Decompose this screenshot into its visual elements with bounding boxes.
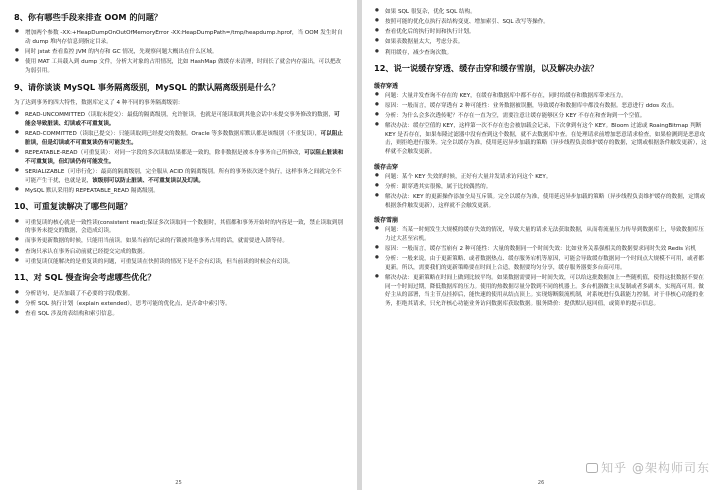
question-9-intro: 为了达到事务的四大特性，数据库定义了 4 种不同的事务隔离级别： <box>14 99 184 106</box>
list-item: ● 分析：跟穿透其实很像，属于比较偶然的。 <box>374 183 708 192</box>
list-item: ● 查看优化后的执行时间和执行计划。 <box>374 28 708 37</box>
item-text: READ-UNCOMMITTED（读取未提交）：最低的隔离级别，允许脏读，也就是可能读取到其他会话中未提交事务修改的数据， <box>25 112 334 119</box>
cache-penetration-list <box>374 92 708 157</box>
list-item: ● 原因：一般而言，缓存穿透有 2 种可能性：业务数据被误删，导致缓存和数据库中都没有数据。恶意进行 ddos 攻击。 <box>374 102 708 111</box>
list-item: ● 查看 SQL 涉及的表结构和索引信息。 <box>14 310 345 319</box>
item-text: MySQL 默认采用的 REPEATABLE_READ 隔离级别。 <box>25 187 159 194</box>
question-8-list <box>14 29 345 75</box>
question-11-list <box>14 290 345 319</box>
list-item: ● 按照可能的优化点执行表结构变更、增加索引、SQL 改写等操作。 <box>374 18 708 27</box>
question-11-continued-list <box>374 8 708 57</box>
list-item: ● 问题：某个 KEY 失效的时候，正好有大量并发请求访问这个 KEY。 <box>374 173 708 182</box>
list-item: ● 查询只承认在事务启动前就已经提交完成的数据。 <box>14 248 345 257</box>
question-11-title: 11、对 SQL 慢查询会考虑哪些优化？ <box>14 272 156 283</box>
cache-avalanche-list <box>374 226 708 308</box>
list-item: ● 分析 SQL 执行计划（explain extended），思考可能的优化点，是否命中索引等。 <box>14 300 345 309</box>
page-number: 25 <box>175 480 182 486</box>
list-item: ● 分析语句，是否加载了不必要的字段/数据。 <box>14 290 345 299</box>
item-text: SERIALIZABLE（可串行化）：最高的隔离级别，完全服从 ACID 的隔离级别。所有的事务依次逐个执行，这样事务之间就完全不可能产生干扰，也就是说， <box>25 168 342 184</box>
list-item: ● 问题：大量并发查询不存在的 KEY，在缓存和数据库中都不存在，同时给缓存和数据库带来压力。 <box>374 92 708 101</box>
watermark <box>586 459 710 476</box>
section-heading: 缓存穿透 <box>374 82 399 90</box>
left-page <box>0 0 357 490</box>
zhihu-logo-icon <box>586 463 598 473</box>
list-item: ● 分析：为什么会多次透传呢？不存在一直为空，需要注意让缓存能够区分 KEY 不存在和查询到一个空值。 <box>374 112 708 121</box>
list-item: ● 可重复读的核心就是一致性读(consistent read);保证多次读取同一个数据时，其值都和事务开始时的内容是一致，禁止读取到别的事务未提交的数据，会造成幻读。 <box>14 219 345 236</box>
list-item: ● 使用 MAT 工具载入到 dump 文件，分析大对象的占用情况，比如 HashMap 做缓存未清理，时间长了就会内存溢出，可以把改为弱引用。 <box>14 58 345 75</box>
question-8-title: 8、你有哪些手段来排查 OOM 的问题？ <box>14 12 163 22</box>
list-item: ● 解决办法：更新策略在时间上做到比较平均。如果数据需要同一时间失效，可以给这批数据加上一些随机值，使得这批数据不要在同一个时间过期，降低数据库的压力。使用的热数据尽量分散到不同的机器上。多台机器做主从复制或者多副本，实现高可用。做好主从的部署，当主节点挂掉后，能快速的使用从结点顶上。实现熔断限流机制，对系统进行负载能力控制。对于非核心功能的业务，拒绝其请求，只允许核心功能业务访问数据库获取数据。服务降价：提供默认返回值，或简单的提示信息。 <box>374 274 708 309</box>
question-12-title: 12、说一说缓存穿透、缓存击穿和缓存雪崩，以及解决办法？ <box>374 63 599 74</box>
list-item: ● 利用缓存，减少查询次数。 <box>374 49 708 58</box>
list-item <box>14 168 345 185</box>
list-item: ● 如果 SQL 很复杂，优化 SQL 结构。 <box>374 8 708 17</box>
watermark-text: 知乎 @架构师司东 <box>601 461 710 475</box>
list-item: ● 如果表数据量太大，考虑分表。 <box>374 38 708 47</box>
item-emphasis: 可以阻止脏读，但是幻读或不可重复读仍有可能发生。 <box>25 131 343 146</box>
list-item: ● 解决办法：KEY 的更新操作添加全局互斥锁。完全以缓存为准，使用延迟异步加载的策略（异步线程负责维护缓存的数据，定期或根据条件触发更新），这样就不会触发更新。 <box>374 193 708 210</box>
question-10-title: 10、可重复读解决了哪些问题？ <box>14 201 132 212</box>
list-item: ● 同时 jstat 查看监控 JVM 的内存和 GC 情况，先观察问题大概出在什么区域。 <box>14 48 345 57</box>
list-item: ● 分析：一般来说，由于更新策略、或者数据热点、缓存服务宕机等原因，可能会导致缓存数据同一个时间点大规模不可用，或者都更新。所以，需要我们的更新策略要在时间上合适，数据要均匀分享，缓存服务器要多台高可用。 <box>374 255 708 272</box>
item-text: REPEATABLE-READ（可重复读）：对同一字段的多次读取结果都是一致的，除非数据是被本身事务自己所修改， <box>25 150 305 157</box>
cache-breakdown-list <box>374 173 708 211</box>
item-emphasis: 可能会导致脏读、幻读或不可重复读。 <box>25 112 340 128</box>
question-10-list <box>14 219 345 267</box>
isolation-level-list <box>14 111 345 195</box>
list-item: ● 可重复读仅能解决的是重复读的问题，可重复读在快照读的情况下是不会有幻读，但当前读的时候会有幻读。 <box>14 258 345 267</box>
list-item: ● 问题：当某一时刻发生大规模的缓存失效的情况，导致大量的请求无法获取数据，从而将流量压力传导到数据库上，导致数据库压力过大甚至宕机。 <box>374 226 708 243</box>
list-item: ● 而事务更新数据的时候，只能用当前读。如果当前的记录的行锁被其他事务占用的话，就需要进入锁等待。 <box>14 237 345 246</box>
item-emphasis: 可以阻止脏读和不可重复读，但幻读仍有可能发生。 <box>25 150 344 165</box>
list-item: ● 增加两个参数 -XX:+HeapDumpOnOutOfMemoryError -XX:HeapDumpPath=/tmp/heapdump.hprof，当 OOM 发生时自动 dump 堆内存信息到指定目录。 <box>14 29 345 46</box>
section-heading: 缓存雪崩 <box>374 217 399 225</box>
list-item <box>14 187 345 196</box>
list-item <box>14 111 345 128</box>
question-9-title: 9、请你谈谈 MySQL 事务隔离级别，MySQL 的默认隔离级别是什么？ <box>14 81 280 92</box>
item-emphasis: 该级别可以防止脏读、不可重复读以及幻读。 <box>92 177 205 184</box>
page-number: 26 <box>537 480 545 486</box>
list-item: ● 解决办法：缓存空值的 KEY，这样第一次不存在也会被加载会记录，下次拿到有这个 KEY。Bloom 过滤或 RoaingBitmap 判断 KEY 是否存在，如果布隆过滤器中没有查到这个数据，就不去数据库中查。在处理请求前增加恶意请求检查，如果检测到是恶意攻击，则拒绝进行服务。完全以缓存为准，使用延迟异步加载的策略（异步线程负责维护缓存的数据，定期或根据条件触发更新），这样就不会触发更新。 <box>374 122 708 157</box>
list-item: ● 原因：一般而言，缓存雪崩有 2 种可能性：大量的数据同一个时间失效：比如业务关系强相关的数据要求同时失效 Redis 宕机 <box>374 245 708 254</box>
item-text: READ-COMMITTED（读取已提交）：只能读取到已经提交的数据。Oracle 等多数数据库默认都是该级别（不重复读）， <box>25 131 321 138</box>
list-item <box>14 130 345 147</box>
section-heading: 缓存击穿 <box>374 163 399 171</box>
list-item <box>14 149 345 166</box>
right-page <box>362 0 720 490</box>
